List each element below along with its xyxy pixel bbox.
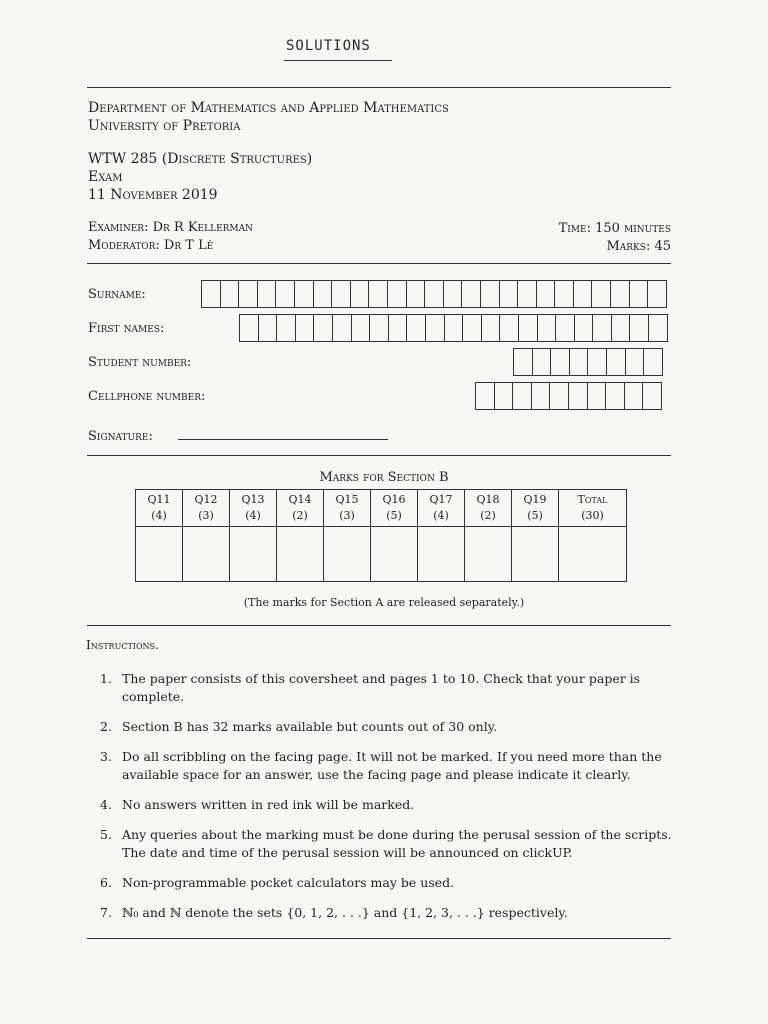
marks-header-row (136, 490, 627, 527)
score-cell (418, 527, 465, 582)
exam-date: 11 November 2019 (88, 187, 218, 203)
score-cell (371, 527, 418, 582)
student-number-label: Student number: (88, 355, 192, 370)
marks-col-q13: Q13 (4) (230, 490, 277, 527)
marks-col-total: Total (30) (559, 490, 627, 527)
marks-table (135, 489, 627, 582)
marks-score-row (136, 527, 627, 582)
score-cell (183, 527, 230, 582)
first-names-boxes (239, 314, 668, 342)
score-cell (512, 527, 559, 582)
cellphone-label: Cellphone number: (88, 389, 206, 404)
score-cell (465, 527, 512, 582)
first-names-label: First names: (88, 321, 165, 336)
marks-col-q15: Q15 (3) (324, 490, 371, 527)
instruction-item: 3. Do all scribbling on the facing page. It will not be marked. If you need more than the available space for an answer, use the facing page and please indicate it clearly. (100, 749, 662, 782)
marks-col-q17: Q17 (4) (418, 490, 465, 527)
course-title: WTW 285 (Discrete Structures) (88, 151, 313, 167)
marks-col-q16: Q16 (5) (371, 490, 418, 527)
exam-time: Time: 150 minutes (558, 221, 671, 236)
marks-col-q12: Q12 (3) (183, 490, 230, 527)
instruction-item: 5. Any queries about the marking must be done during the perusal session of the scripts. The date and time of the perusal session will be announced on clickUP. (100, 827, 672, 860)
form-rule (87, 455, 671, 456)
signature-label: Signature: (88, 429, 153, 444)
annotation-underline (284, 60, 392, 61)
instruction-item: 7. ℕ₀ and ℕ denote the sets {0, 1, 2, . . .} and {1, 2, 3, . . .} respectively. (100, 905, 568, 920)
surname-label: Surname: (88, 287, 146, 302)
header-rule (87, 263, 671, 264)
signature-line (178, 439, 388, 440)
marks-col-q18: Q18 (2) (465, 490, 512, 527)
exam-label: Exam (88, 169, 123, 185)
instruction-item: 2. Section B has 32 marks available but counts out of 30 only. (100, 719, 498, 734)
moderator: Moderator: Dr T Lê (88, 238, 214, 253)
handwritten-annotation: SOLUTIONS (286, 38, 371, 54)
instruction-item: 1. The paper consists of this coversheet and pages 1 to 10. Check that your paper is complete. (100, 671, 641, 704)
marks-table-title: Marks for Section B (319, 470, 449, 485)
examiner: Examiner: Dr R Kellerman (88, 220, 254, 235)
table-rule (87, 625, 671, 626)
surname-boxes (201, 280, 667, 308)
instruction-item: 6. Non-programmable pocket calculators may be used. (100, 875, 455, 890)
score-cell (559, 527, 627, 582)
university-name: University of Pretoria (88, 118, 241, 134)
instruction-item: 4. No answers written in red ink will be marked. (100, 797, 415, 812)
total-marks: Marks: 45 (606, 239, 671, 254)
cellphone-boxes (475, 382, 662, 410)
marks-col-q14: Q14 (2) (277, 490, 324, 527)
score-cell (230, 527, 277, 582)
section-a-note: (The marks for Section A are released separately.) (243, 596, 525, 609)
bottom-rule (87, 938, 671, 939)
marks-col-q19: Q19 (5) (512, 490, 559, 527)
score-cell (324, 527, 371, 582)
top-rule (87, 87, 671, 88)
marks-col-q11: Q11 (4) (136, 490, 183, 527)
student-number-boxes (513, 348, 663, 376)
instructions-list (100, 670, 674, 934)
department-name: Department of Mathematics and Applied Mathematics (88, 100, 449, 116)
instructions-heading: Instructions. (86, 638, 159, 652)
score-cell (277, 527, 324, 582)
score-cell (136, 527, 183, 582)
